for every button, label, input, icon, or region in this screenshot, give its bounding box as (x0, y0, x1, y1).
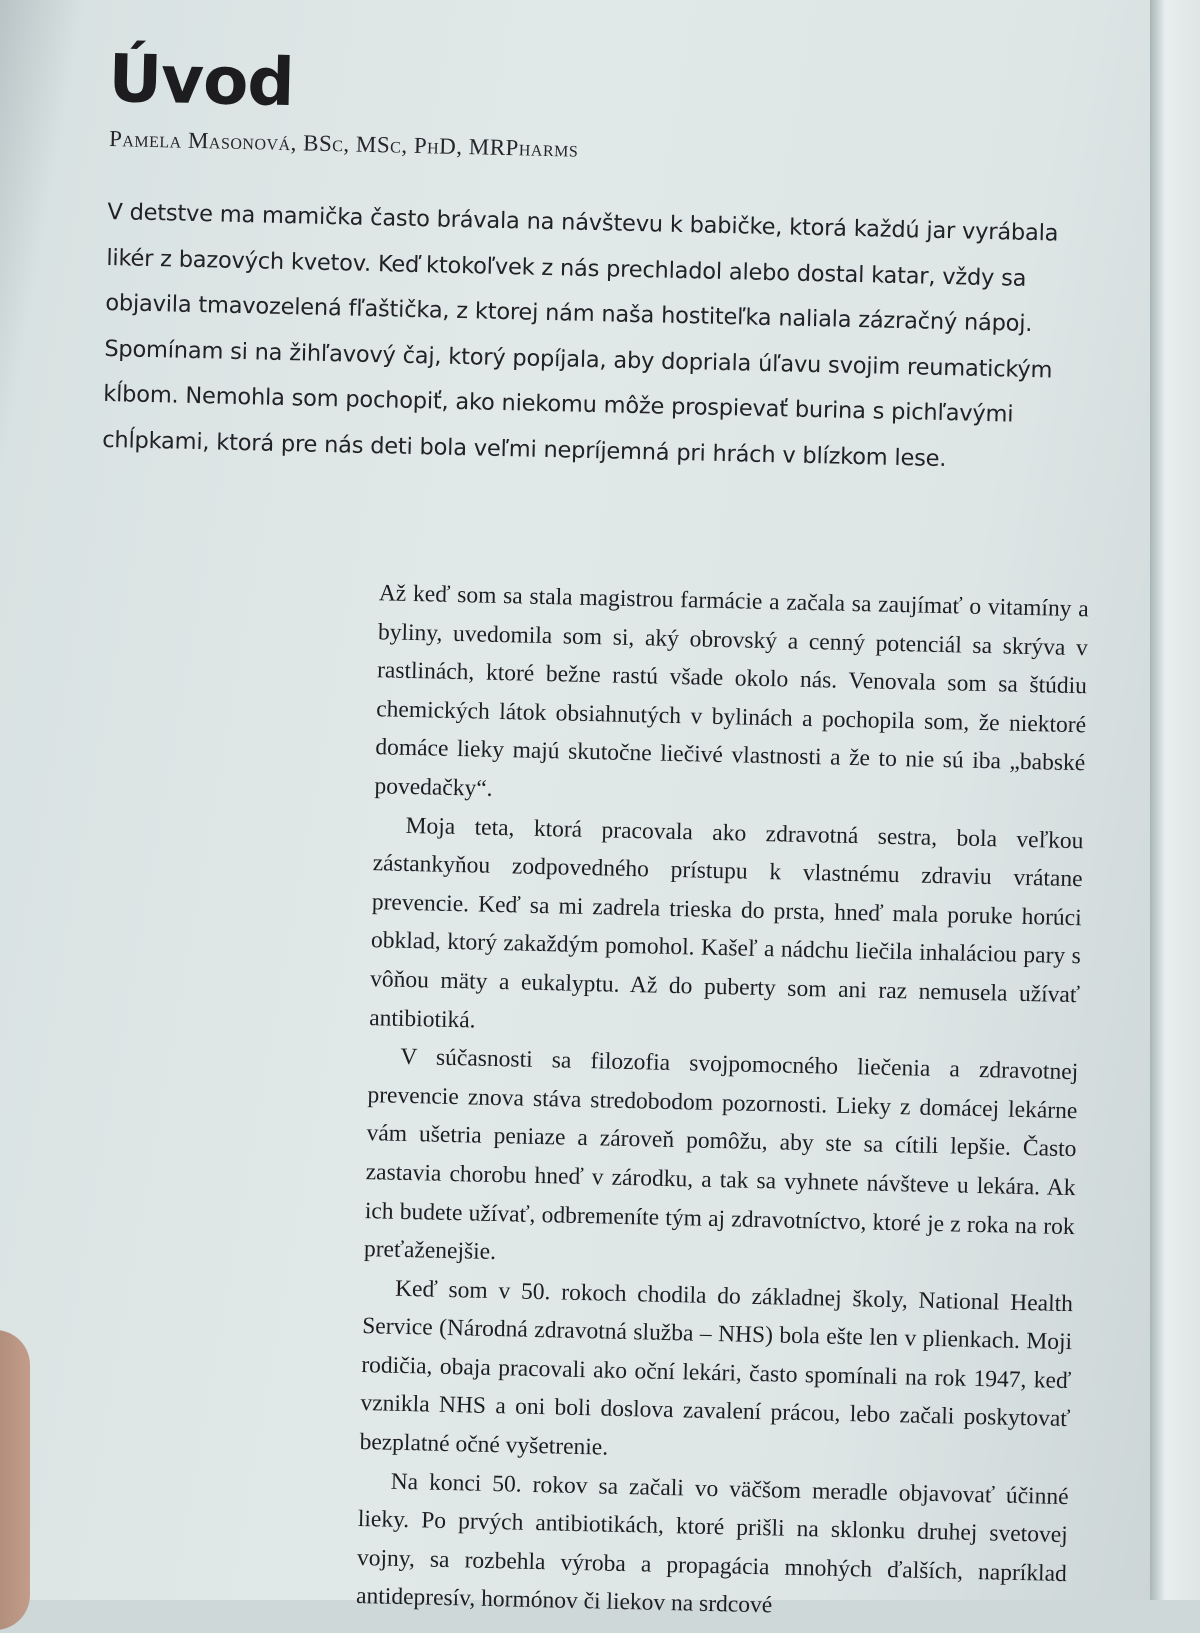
intro-paragraph: V detstve ma mamička často brávala na návštevu k babičke, ktorá každú jar vyrábala likér z bazových kvetov. Keď ktokoľvek z nás prechladol alebo dostal katar, vždy sa objavila tmavozelená fľaštička, z ktorej nám naša hostiteľka naliala zázračný nápoj. Spomínam si na žihľavový čaj, ktorý popíjala, aby dopriala úľavu svojim reumatickým kĺbom. Nemohla som pochopiť, ako niekomu môže prospievať burina s pichľavými chĺpkami, ktorá pre nás deti bola veľmi nepríjemná pri hrách v blízkom lese. (102, 198, 1059, 472)
next-page-edge (1150, 0, 1200, 1600)
body-column (356, 574, 1089, 1632)
body-paragraph: Na konci 50. rokov sa začali vo väčšom meradle objavovať účinné lieky. Po prvých antibiotikách, ktoré prišli na sklonku druhej svetovej vojny, sa rozbehla výroba a propagácia mnohých ďalších, napríklad antidepresív, hormónov či liekov na srdcové (355, 1468, 1069, 1619)
author-line: Pamela Masonová, BSc, MSc, PhD, MRPharms (108, 125, 579, 162)
body-paragraph: V súčasnosti sa filozofia svojpomocného liečenia a zdravotnej prevencie znova stáva stredobodom pozornosti. Lieky z domácej lekárne vám ušetria peniaze a zároveň pomôžu, aby ste sa cítili lepšie. Často zastavia chorobu hneď v zárodku, a tak sa vyhnete návšteve u lekára. Ak ich budete užívať, odbremeníte tým aj zdravotníctvo, ktoré je z roka na rok preťaženejšie. (363, 1043, 1079, 1266)
body-paragraph: Moja teta, ktorá pracovala ako zdravotná sestra, bola veľkou zástankyňou zodpovedného prístupu k vlastnému zdraviu vrátane prevencie. Keď sa mi zadrela trieska do prsta, hneď mala poruke horúci obklad, ktorý zakaždým pomohol. Kašeľ a nádchu liečila inhaláciou pary s vôňou mäty a eukalyptu. Až do puberty som ani raz nemusela užívať antibiotiká. (368, 812, 1084, 1034)
body-paragraph: Keď som v 50. rokoch chodila do základnej školy, National Health Service (Národná zdravotná služba – NHS) bola ešte len v plienkach. Moji rodičia, obaja pracovali ako oční lekári, často spomínali na rok 1947, keď vznikla NHS a oni boli doslova zavalení prácou, lebo začali poskytovať bezplatné očné vyšetrenie. (359, 1275, 1074, 1461)
thumb-edge (0, 1330, 30, 1630)
page-title: Úvod (107, 39, 295, 122)
body-paragraph: Až keď som sa stala magistrou farmácie a začala sa zaujímať o vitamíny a byliny, uvedomila som si, aký obrovský a cenný potenciál sa skrýva v rastlinách, ktoré bežne rastú všade okolo nás. Venovala som sa štúdiu chemických látok obsiahnutých v bylinách a pochopila som, že niektoré domáce lieky majú skutočne liečivé vlastnosti a že to nie sú iba „babské povedačky“. (374, 580, 1089, 802)
